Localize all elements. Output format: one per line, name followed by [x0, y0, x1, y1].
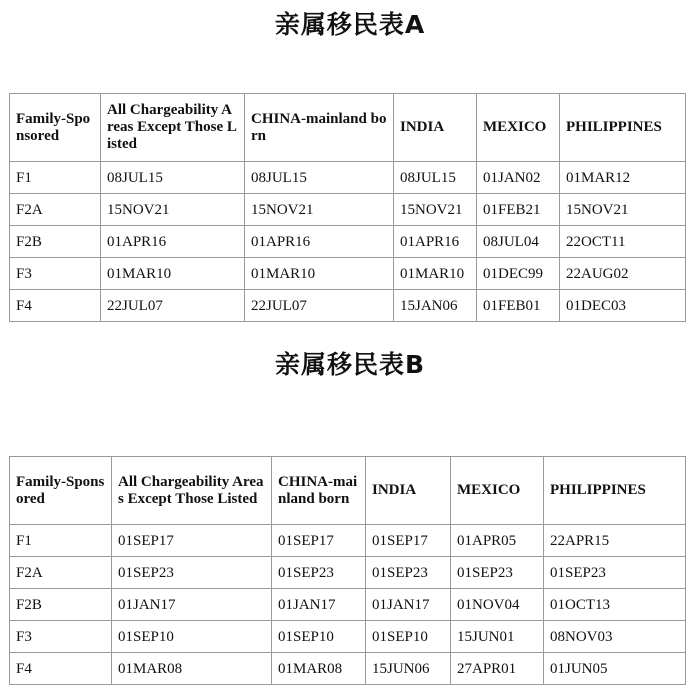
date-cell: 01SEP23 — [272, 557, 366, 589]
row-category: F3 — [10, 258, 101, 290]
date-cell: 01NOV04 — [451, 589, 544, 621]
table-row — [10, 525, 686, 557]
date-cell: 22JUL07 — [101, 290, 245, 322]
date-cell: 01FEB21 — [477, 194, 560, 226]
date-cell: 01SEP17 — [272, 525, 366, 557]
table-row — [10, 589, 686, 621]
row-category: F1 — [10, 162, 101, 194]
row-category: F4 — [10, 653, 112, 685]
header-mexico: MEXICO — [451, 457, 544, 525]
row-category: F2A — [10, 194, 101, 226]
date-cell: 08JUL04 — [477, 226, 560, 258]
row-category: F2B — [10, 226, 101, 258]
date-cell: 01JAN17 — [366, 589, 451, 621]
table-b-title: 亲属移民表B — [274, 350, 426, 379]
date-cell: 15JUN01 — [451, 621, 544, 653]
date-cell: 01SEP17 — [112, 525, 272, 557]
date-cell — [394, 258, 477, 290]
date-cell: 01DEC03 — [560, 290, 686, 322]
final-action-dates-table-a — [9, 93, 686, 322]
row-category: F2A — [10, 557, 112, 589]
date-cell: 01JUN05 — [544, 653, 686, 685]
date-cell: 01APR16 — [245, 226, 394, 258]
dates-for-filing-table-b — [9, 456, 686, 685]
header-india: INDIA — [366, 457, 451, 525]
date-cell: 01SEP23 — [544, 557, 686, 589]
date-cell: 22APR15 — [544, 525, 686, 557]
date-cell: 01SEP10 — [366, 621, 451, 653]
table-row — [10, 290, 686, 322]
table-row — [10, 226, 686, 258]
date-cell: 01MAR08 — [112, 653, 272, 685]
row-category: F3 — [10, 621, 112, 653]
header-mexico: MEXICO — [477, 94, 560, 162]
table-a-title: 亲属移民表A — [274, 10, 426, 39]
date-cell: 01FEB01 — [477, 290, 560, 322]
header-all-chargeability: All Chargeability Areas Except Those Listed — [112, 457, 272, 525]
date-cell: 15NOV21 — [560, 194, 686, 226]
header-india: INDIA — [394, 94, 477, 162]
date-cell: 01SEP10 — [112, 621, 272, 653]
date-cell: 15NOV21 — [394, 194, 477, 226]
header-row — [10, 94, 686, 162]
date-cell: 01JAN17 — [112, 589, 272, 621]
header-china: CHINA-mainland born — [272, 457, 366, 525]
date-cell: 08JUL15 — [101, 162, 245, 194]
header-family-sponsored: Family-Sponsored — [10, 94, 101, 162]
date-cell: 15JAN06 — [394, 290, 477, 322]
date-cell: 15NOV21 — [245, 194, 394, 226]
row-category: F1 — [10, 525, 112, 557]
header-philippines: PHILIPPINES — [544, 457, 686, 525]
header-china: CHINA-mainland born — [245, 94, 394, 162]
date-cell: 27APR01 — [451, 653, 544, 685]
header-row — [10, 457, 686, 525]
date-cell: 01DEC99 — [477, 258, 560, 290]
table-row — [10, 162, 686, 194]
date-cell: 01SEP17 — [366, 525, 451, 557]
date-cell: 01APR05 — [451, 525, 544, 557]
date-cell: 08JUL15 — [245, 162, 394, 194]
date-cell: 22OCT11 — [560, 226, 686, 258]
header-philippines: PHILIPPINES — [560, 94, 686, 162]
table-row — [10, 258, 686, 290]
date-cell: 01JAN02 — [477, 162, 560, 194]
date-cell: 01MAR08 — [272, 653, 366, 685]
table-row — [10, 194, 686, 226]
date-cell: 22AUG02 — [560, 258, 686, 290]
table-row — [10, 621, 686, 653]
date-cell: 01MAR12 — [560, 162, 686, 194]
table-row — [10, 653, 686, 685]
row-category: F2B — [10, 589, 112, 621]
date-cell: 01SEP10 — [272, 621, 366, 653]
table-row — [10, 557, 686, 589]
date-cell: 01APR16 — [101, 226, 245, 258]
date-cell: 01APR16 — [394, 226, 477, 258]
date-cell: 01MAR10 — [101, 258, 245, 290]
header-family-sponsored: Family-Sponsored — [10, 457, 112, 525]
date-cell: 15NOV21 — [101, 194, 245, 226]
date-cell: 01OCT13 — [544, 589, 686, 621]
date-cell: 08NOV03 — [544, 621, 686, 653]
date-cell: 01MAR10 — [245, 258, 394, 290]
row-category: F4 — [10, 290, 101, 322]
header-all-chargeability: All Chargeability Areas Except Those Listed — [101, 94, 245, 162]
date-cell: 22JUL07 — [245, 290, 394, 322]
date-cell: 15JUN06 — [366, 653, 451, 685]
date-cell-text: 01MAR10 — [400, 265, 465, 282]
date-cell: 01SEP23 — [112, 557, 272, 589]
date-cell: 01SEP23 — [451, 557, 544, 589]
date-cell: 01SEP23 — [366, 557, 451, 589]
date-cell: 01JAN17 — [272, 589, 366, 621]
date-cell: 08JUL15 — [394, 162, 477, 194]
